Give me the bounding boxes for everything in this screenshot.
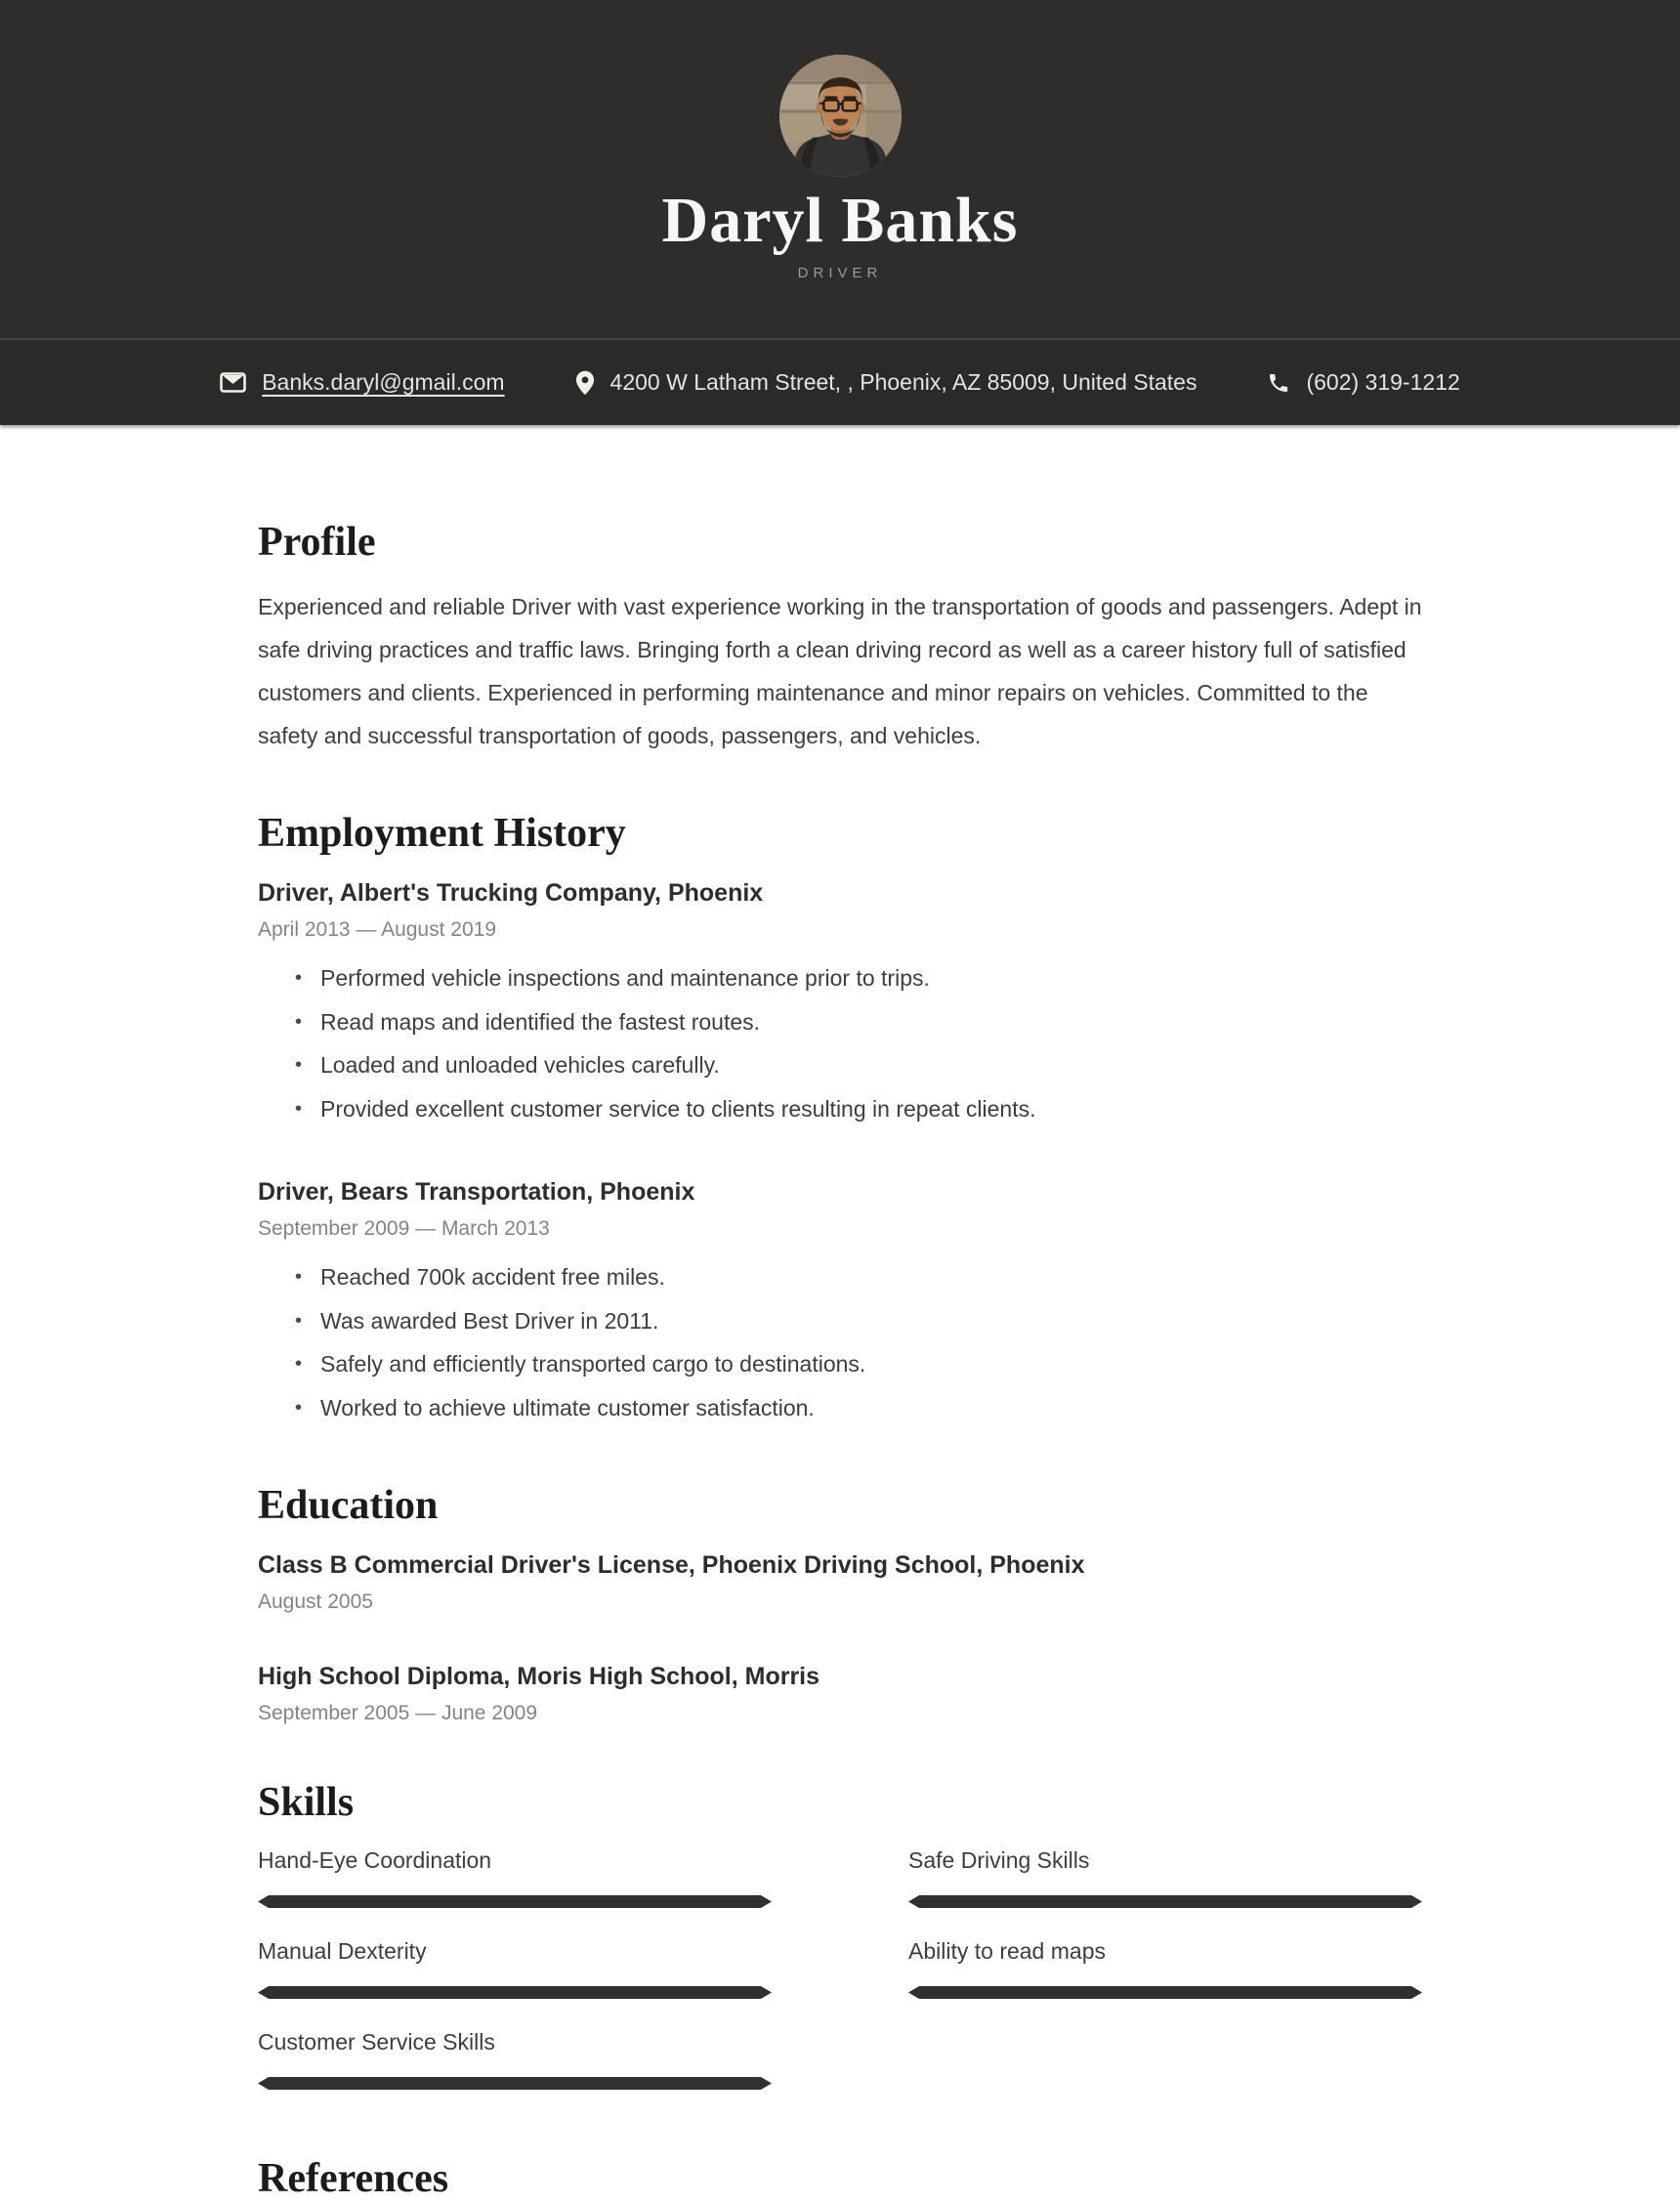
skill-label: Manual Dexterity (258, 1938, 427, 1964)
job-bullets (258, 1255, 1422, 1429)
skills-section-title: Skills (258, 1780, 355, 1825)
skill-track (258, 2077, 772, 2090)
job-entry (258, 1175, 1422, 1429)
profile-section-title: Profile (258, 520, 376, 565)
bullet-item (258, 1299, 1422, 1343)
skill-item (258, 1936, 772, 1999)
job-entry (258, 876, 1422, 1130)
job-dates: September 2009 — March 2013 (258, 1217, 550, 1240)
skill-level-bar (258, 1986, 772, 1999)
profile-section (258, 517, 1422, 757)
bullet-text: Provided excellent customer service to clients resulting in repeat clients. (320, 1095, 1036, 1122)
skill-label: Ability to read maps (908, 1938, 1106, 1964)
bullet-text: Loaded and unloaded vehicles carefully. (320, 1052, 720, 1078)
bullet-text: Was awarded Best Driver in 2011. (320, 1307, 659, 1334)
skill-item (908, 1845, 1422, 1908)
skill-track (258, 1895, 772, 1908)
skill-track (258, 1986, 772, 1999)
bullet-item (258, 1342, 1422, 1386)
skills-grid (258, 1845, 1422, 2118)
bullet-dot-icon: • (295, 1309, 303, 1332)
bullet-item (258, 956, 1422, 1000)
skill-label: Customer Service Skills (258, 2029, 495, 2055)
education-entry (258, 1660, 1422, 1726)
job-bullets (258, 956, 1422, 1130)
bullet-dot-icon: • (295, 1010, 303, 1033)
bullet-dot-icon: • (295, 967, 303, 989)
bullet-dot-icon: • (295, 1266, 303, 1288)
bullet-item (258, 1000, 1422, 1044)
education-dates: August 2005 (258, 1590, 373, 1613)
education-title: High School Diploma, Moris High School, Morris (258, 1663, 820, 1690)
skill-label: Hand-Eye Coordination (258, 1847, 492, 1873)
location-pin-icon (575, 370, 595, 396)
job-title: Driver, Albert's Trucking Company, Phoenix (258, 879, 764, 907)
contact-email (220, 369, 504, 396)
bullet-text: Safely and efficiently transported cargo to destinations. (320, 1351, 866, 1377)
skill-item (258, 2027, 772, 2090)
contact-address (575, 369, 1197, 396)
candidate-name: Daryl Banks (661, 185, 1019, 256)
education-title: Class B Commercial Driver's License, Phoenix Driving School, Phoenix (258, 1551, 1085, 1579)
employment-section-title: Employment History (258, 811, 626, 856)
candidate-role: DRIVER (797, 265, 883, 281)
education-container (258, 1548, 1422, 1726)
bullet-text: Worked to achieve ultimate customer satisfaction. (320, 1394, 815, 1420)
resume-body (0, 425, 1680, 2204)
bullet-dot-icon: • (295, 1054, 303, 1076)
employment-section (258, 808, 1422, 1429)
skill-level-bar (258, 2077, 772, 2090)
bullet-item (258, 1087, 1422, 1131)
skill-label: Safe Driving Skills (908, 1847, 1090, 1873)
education-dates: September 2005 — June 2009 (258, 1702, 538, 1724)
email-icon (220, 372, 246, 393)
resume-header-band (0, 0, 1680, 425)
education-section (258, 1480, 1422, 1726)
bullet-dot-icon: • (295, 1353, 303, 1375)
education-entry (258, 1548, 1422, 1615)
avatar (779, 55, 902, 177)
skills-section (258, 1777, 1422, 2118)
education-section-title: Education (258, 1483, 439, 1528)
job-dates: April 2013 — August 2019 (258, 918, 497, 941)
skill-item (258, 1845, 772, 1908)
address-text: 4200 W Latham Street, , Phoenix, AZ 85009, United States (609, 369, 1197, 395)
email-link[interactable]: Banks.daryl@gmail.com (262, 369, 505, 395)
bullet-item (258, 1255, 1422, 1299)
skill-track (908, 1895, 1422, 1908)
avatar-portrait-graphic (779, 55, 902, 177)
resume-header (0, 0, 1680, 338)
bullet-item (258, 1043, 1422, 1087)
bullet-item (258, 1386, 1422, 1430)
bullet-text: Reached 700k accident free miles. (320, 1264, 665, 1290)
contact-phone (1267, 369, 1459, 396)
jobs-container (258, 876, 1422, 1429)
skill-track (908, 1986, 1422, 1999)
phone-text: (602) 319-1212 (1306, 369, 1460, 395)
profile-text: Experienced and reliable Driver with vast experience working in the transportation of goods and passengers. Adept in safe driving practices and traffic laws. Bringing forth a clean driving record as well as a career history full of satisfied customers and clients. Experienced in performing maintenance and minor repairs on vehicles. Committed to the safety and successful transportation of goods, passengers, and vehicles. (258, 594, 1422, 748)
phone-icon (1267, 371, 1290, 395)
contact-bar (0, 338, 1680, 425)
bullet-text: Read maps and identified the fastest routes. (320, 1008, 761, 1035)
job-title: Driver, Bears Transportation, Phoenix (258, 1178, 695, 1206)
bullet-text: Performed vehicle inspections and maintenance prior to trips. (320, 965, 930, 991)
bullet-dot-icon: • (295, 1396, 303, 1419)
references-section (258, 2153, 1422, 2204)
skill-level-bar (908, 1895, 1422, 1908)
references-section-title: References (258, 2156, 449, 2201)
bullet-dot-icon: • (295, 1097, 303, 1120)
skill-level-bar (258, 1895, 772, 1908)
skill-level-bar (908, 1986, 1422, 1999)
skill-item (908, 1936, 1422, 1999)
